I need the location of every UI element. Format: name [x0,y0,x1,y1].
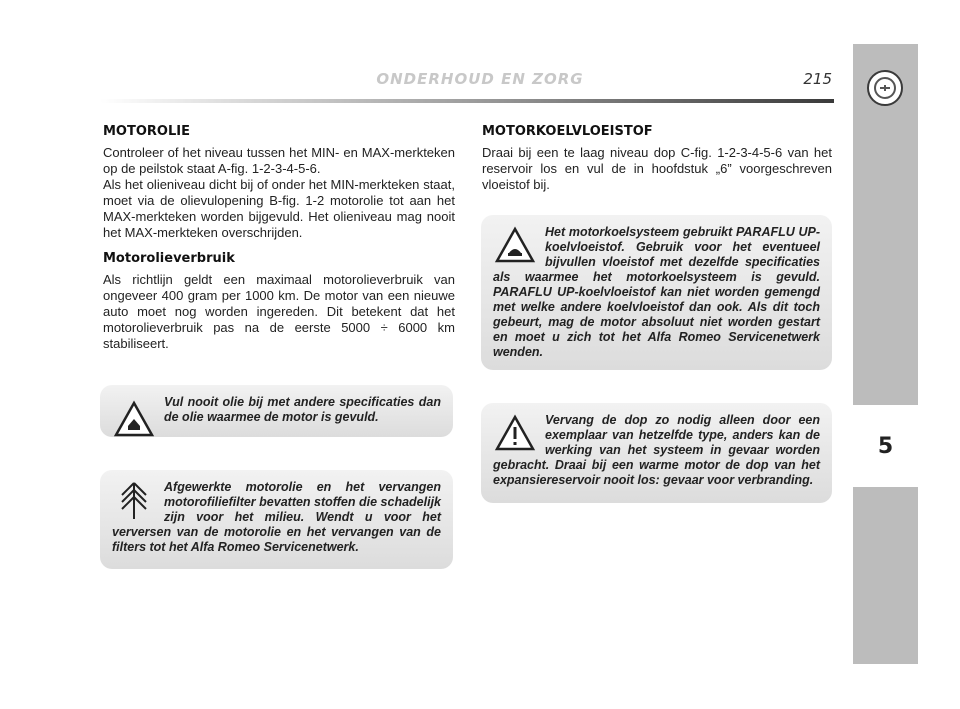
notice-text: Vul nooit olie bij met andere specificaties dan de olie waarmee de motor is gevuld. [164,395,441,424]
paragraph: Draai bij een te laag niveau dop C-fig. 1-2-3-4-5-6 van het reservoir los en vul de in hoofdstuk „6” voorgeschreven vloeistof bij. [482,145,832,192]
warning-notice [100,385,453,437]
paragraph: Controleer of het niveau tussen het MIN- en MAX-merkteken op de peilstok staat A-fig. 1-2-3-4-5-6. [103,145,455,176]
page-section-title: ONDERHOUD EN ZORG [376,70,584,88]
notice-text: Vervang de dop zo nodig alleen door een exemplaar van hetzelfde type, anders kan de werking van het systeem in gevaar worden gebracht. Draai bij een warme motor de dop van het expansiereservoir nooit los: gevaar voor verbranding. [493,413,820,487]
recycle-environment-icon [112,480,156,520]
coolant-warning-notice [481,215,832,370]
left-column [103,124,455,362]
coolant-warning-icon [493,225,537,265]
paragraph: Als richtlijn geldt een maximaal motorolieverbruik van ongeveer 400 gram per 1000 km. De motor van een nieuwe auto moet nog worden ingereden. Dit betekent dat het motorolieverbruik pas na de eerste 5000 ÷ 6000 km stabiliseert. [103,272,455,351]
notice-text: Afgewerkte motorolie en het vervangen motorofiliefilter bevatten stoffen die schadelijk zijn voor het milieu. Wendt u voor het verversen van de motorolie en het vervangen van de filters tot het Alfa Romeo Servicenetwerk. [112,480,441,554]
page-number: 215 [803,70,832,88]
chapter-side-tab [853,44,918,664]
section-heading-motorkoelvloeistof: MOTORKOELVLOEISTOF [482,124,653,139]
warning-triangle-icon [493,413,537,453]
paragraph: Als het olieniveau dicht bij of onder het MIN-merkteken staat, moet via de olievulopening B-fig. 1-2 motorolie tot aan het MAX-merkteken worden bijgevuld. Het olieniveau mag nooit het MAX-merkteken overschrijden. [103,177,455,240]
right-column [482,124,832,203]
subheading-motorolieverbruik: Motorolieverbruik [103,251,235,266]
oil-warning-icon [112,399,156,439]
notice-text: Het motorkoelsysteem gebruikt PARAFLU UP-koelvloeistof. Gebruik voor het eventueel bijvullen vloeistof met dezelfde specificaties als waarmee het motorkoelsysteem is gevuld. PARAFLU UP-koelvloeistof kan niet worden gemengd met welke andere koelvloeistof dan ook. Als dit toch gebeurt, mag de motor absoluut niet worden gestart en moet u zich tot het Alfa Romeo Servicenetwerk wenden. [493,225,820,359]
environment-notice [100,470,453,569]
header-rule [100,99,834,103]
chapter-number: 5 [853,405,918,487]
alfa-romeo-logo-icon [867,70,903,106]
section-heading-motorolie: MOTOROLIE [103,124,190,139]
cap-warning-notice [481,403,832,503]
